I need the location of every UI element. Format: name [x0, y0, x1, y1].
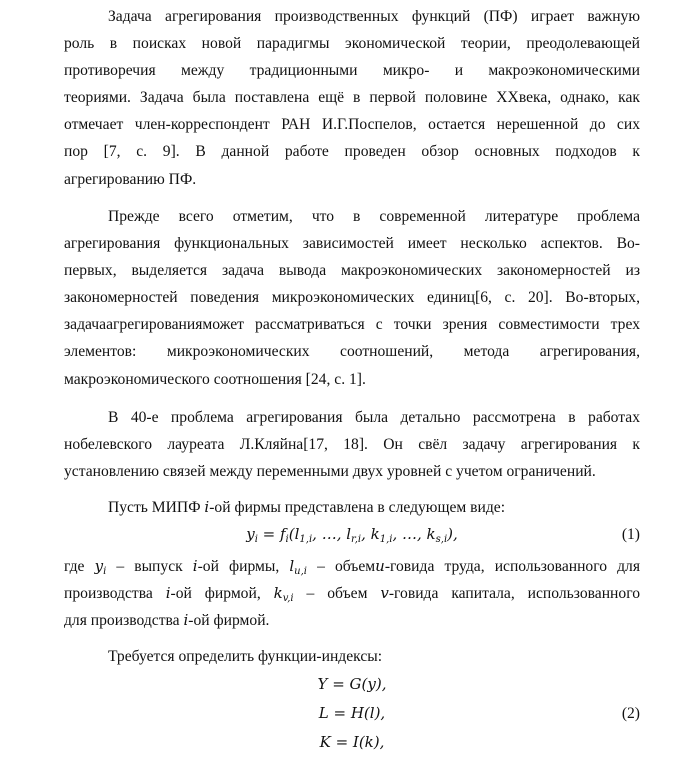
paragraph-1 [64, 3, 640, 193]
equation-2-line-1 [64, 671, 640, 698]
document-page [64, 0, 640, 762]
equation-2-line-3 [64, 729, 640, 756]
paragraph-4 [64, 494, 640, 521]
text-line: Требуется определить функции-индексы: [108, 648, 383, 665]
text-line: агрегированию ПФ. [64, 170, 197, 188]
paragraph-5 [64, 553, 640, 634]
text-line: теориями. Задача была поставлена ещё в первой половине XXвека, однако, как [64, 89, 640, 107]
text-line: задачаагрегированияможет рассматриваться с точки зрения совместимости трех [64, 316, 640, 334]
text-line: первых, выделяется задача вывода макроэкономических закономерностей из [64, 262, 640, 280]
equation-1 [64, 521, 640, 548]
text-line: где $y_i$ – выпуск i-ой фирмы, $l_{u,i}$ – объемu-говида труда, использованного для [64, 557, 640, 577]
equation-2-body: K = I(k), [319, 733, 385, 751]
paragraph-3 [64, 404, 640, 485]
text-line: для производства i-ой фирмой. [64, 611, 270, 630]
text-line: закономерностей поведения микроэкономических единиц[6, с. 20]. Во-вторых, [64, 289, 640, 307]
text-line: производства i-ой фирмой, $k_{v,i}$ – объем v-говида капитала, использованного [64, 584, 640, 605]
equation-1-body: $y_i = f_i(l_{1,i}$, …, $l_{r,i}$, $k_{1,i}$, …, $k_{s,i}$), [246, 525, 458, 545]
equation-2-number: (2) [621, 705, 640, 722]
text-line: противоречия между традиционными микро- и макроэкономическими [64, 62, 640, 80]
equation-2-line-2 [64, 700, 640, 727]
equation-2-body: L = H(l), [318, 704, 386, 722]
text-line: агрегирования функциональных зависимостей имеет несколько аспектов. Во- [64, 235, 640, 253]
text-line: отмечает член-корреспондент РАН И.Г.Поспелов, остается нерешенной до сих [64, 116, 640, 134]
text-line: Задача агрегирования производственных функций (ПФ) играет важную [108, 8, 640, 25]
text-line: установлению связей между переменными двух уровней с учетом ограничений. [64, 463, 596, 481]
text-line: нобелевского лауреата Л.Кляйна[17, 18]. Он свёл задачу агрегирования к [64, 436, 640, 454]
equation-1-number: (1) [621, 526, 640, 543]
text-line: пор [7, с. 9]. В данной работе проведен обзор основных подходов к [64, 143, 640, 161]
paragraph-6 [64, 643, 640, 670]
paragraph-2 [64, 203, 640, 393]
text-line: В 40-е проблема агрегирования была детально рассмотрена в работах [108, 409, 640, 426]
equation-2-body: Y = G(y), [317, 675, 387, 693]
text-line: макроэкономического соотношения [24, с. 1]. [64, 370, 366, 388]
text-line: Пусть МИПФ i-ой фирмы представлена в следующем виде: [108, 498, 506, 516]
text-line: роль в поисках новой парадигмы экономической теории, преодолевающей [64, 35, 640, 53]
text-line: Прежде всего отметим, что в современной литературе проблема [108, 208, 640, 225]
text-line: элементов: микроэкономических соотношений, метода агрегирования, [64, 343, 640, 361]
